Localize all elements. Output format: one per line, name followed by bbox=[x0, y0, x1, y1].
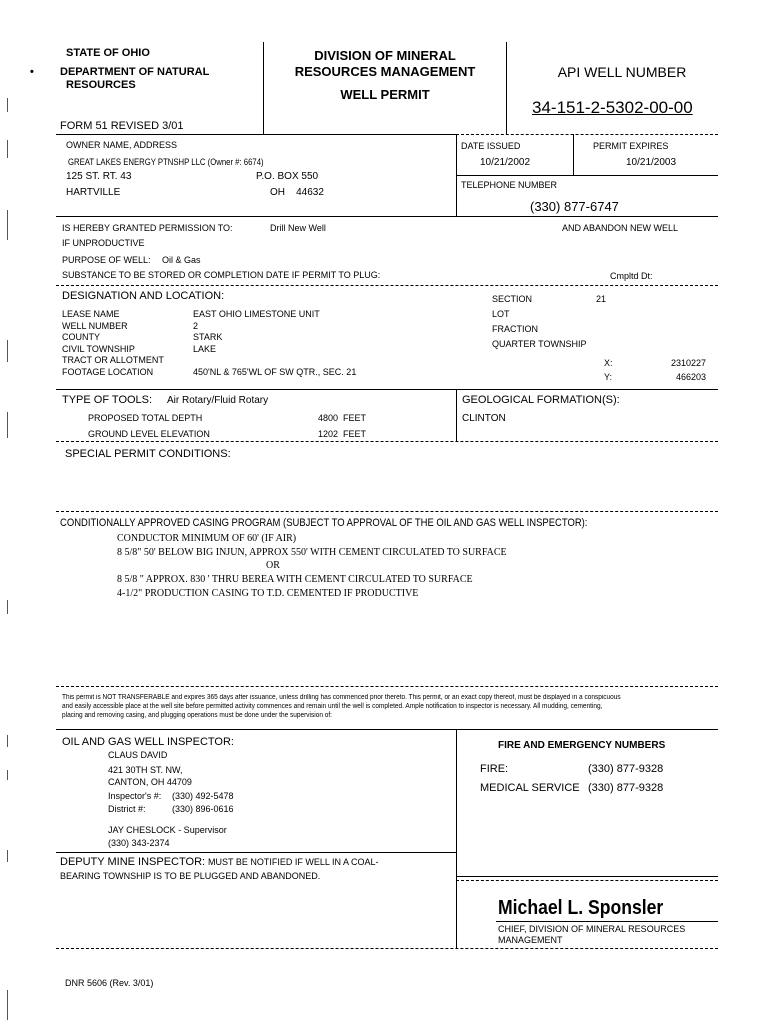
inspector-street: 421 30TH ST. NW, bbox=[108, 765, 183, 775]
scan-mark bbox=[7, 600, 8, 614]
rule bbox=[56, 948, 718, 949]
casing-line: 8 5/8 " APPROX. 830 ' THRU BEREA WITH CEMENT CIRCULATED TO SURFACE bbox=[117, 574, 473, 585]
telephone-number: (330) 877-6747 bbox=[530, 199, 619, 214]
chief-title: CHIEF, DIVISION OF MINERAL RESOURCES bbox=[498, 924, 686, 934]
rule bbox=[56, 134, 456, 135]
section-label: SECTION bbox=[492, 294, 533, 304]
inspector-city: CANTON, OH 44709 bbox=[108, 777, 192, 787]
signature-line bbox=[496, 921, 718, 922]
casing-line: 8 5/8" 50' BELOW BIG INJUN, APPROX 550' WITH CEMENT CIRCULATED TO SURFACE bbox=[117, 547, 507, 558]
elevation-value: 1202 FEET bbox=[318, 429, 367, 439]
unproductive-text: IF UNPRODUCTIVE bbox=[62, 238, 145, 248]
fire-label: FIRE: bbox=[480, 763, 509, 775]
location-value: LAKE bbox=[193, 343, 217, 354]
location-values bbox=[193, 309, 356, 379]
scan-mark bbox=[7, 770, 8, 780]
elevation-label: GROUND LEVEL ELEVATION bbox=[88, 429, 210, 439]
permit-expires-label: PERMIT EXPIRES bbox=[593, 141, 669, 151]
department-name: DEPARTMENT OF NATURAL bbox=[60, 66, 210, 78]
rule bbox=[456, 880, 718, 881]
tools-divider bbox=[456, 389, 457, 441]
scan-mark bbox=[7, 850, 8, 862]
form-number: FORM 51 REVISED 3/01 bbox=[60, 120, 184, 132]
granted-value: Drill New Well bbox=[270, 223, 326, 233]
medical-phone: (330) 877-9328 bbox=[588, 782, 664, 794]
chief-title-2: MANAGEMENT bbox=[498, 935, 563, 945]
rule bbox=[56, 729, 718, 730]
location-value: STARK bbox=[193, 332, 223, 343]
abandon-text: AND ABANDON NEW WELL bbox=[562, 223, 679, 233]
fire-phone: (330) 877-9328 bbox=[588, 763, 664, 775]
inspector-phone-label: Inspector's #: bbox=[108, 791, 162, 801]
purpose-value: Oil & Gas bbox=[162, 255, 201, 265]
medical-label: MEDICAL SERVICE bbox=[480, 782, 580, 794]
notice-line: This permit is NOT TRANSFERABLE and expires 365 days after issuance, unless drilling has commenced prior thereto. This permit, or an exact copy thereof, must be displayed in a conspicuous bbox=[62, 694, 621, 701]
api-number: 34-151-2-5302-00-00 bbox=[532, 98, 693, 117]
mine-inspector-note-2: BEARING TOWNSHIP IS TO BE PLUGGED AND ABANDONED. bbox=[60, 871, 321, 881]
department-name-2: RESOURCES bbox=[66, 79, 136, 91]
form-revision: DNR 5606 (Rev. 3/01) bbox=[65, 978, 154, 988]
rule bbox=[56, 511, 718, 512]
purpose-label: PURPOSE OF WELL: bbox=[62, 255, 151, 265]
geology-label: GEOLOGICAL FORMATION(S): bbox=[462, 394, 620, 406]
scan-mark bbox=[7, 340, 8, 362]
rule bbox=[56, 852, 456, 853]
telephone-label: TELEPHONE NUMBER bbox=[461, 180, 558, 190]
rule bbox=[456, 134, 718, 135]
date-issued-label: DATE ISSUED bbox=[461, 141, 521, 151]
x-value: 2310227 bbox=[670, 358, 706, 368]
location-value bbox=[193, 355, 356, 367]
rule bbox=[56, 216, 718, 217]
casing-title: CONDITIONALLY APPROVED CASING PROGRAM (SUBJECT TO APPROVAL OF THE OIL AND GAS WELL INSPECTOR): bbox=[60, 517, 588, 529]
geology-value: CLINTON bbox=[462, 413, 506, 424]
quarter-township-label: QUARTER TOWNSHIP bbox=[492, 339, 587, 349]
scan-mark bbox=[7, 735, 8, 747]
y-value: 466203 bbox=[675, 372, 706, 382]
rule bbox=[456, 175, 718, 176]
district-label: District #: bbox=[108, 804, 146, 814]
scan-mark bbox=[7, 990, 8, 1020]
bullet-mark: • bbox=[30, 66, 34, 78]
mine-inspector-label: DEPUTY MINE INSPECTOR: bbox=[60, 856, 206, 868]
rule bbox=[56, 389, 718, 390]
location-label: TRACT OR ALLOTMENT bbox=[62, 355, 164, 366]
supervisor-phone: (330) 343-2374 bbox=[108, 838, 170, 848]
owner-name: GREAT LAKES ENERGY PTNSHP LLC (Owner #: 6674) bbox=[68, 157, 264, 167]
owner-label: OWNER NAME, ADDRESS bbox=[66, 140, 178, 150]
inspector-phone: (330) 492-5478 bbox=[172, 791, 234, 801]
emergency-title: FIRE AND EMERGENCY NUMBERS bbox=[498, 740, 666, 751]
location-label: COUNTY bbox=[62, 332, 100, 343]
substance-label: SUBSTANCE TO BE STORED OR COMPLETION DATE IF PERMIT TO PLUG: bbox=[62, 270, 381, 280]
chief-name: Michael L. Sponsler bbox=[498, 897, 664, 919]
fraction-label: FRACTION bbox=[492, 324, 538, 334]
casing-line: OR bbox=[266, 560, 280, 571]
owner-state-zip: OH 44632 bbox=[270, 187, 324, 198]
inspector-label: OIL AND GAS WELL INSPECTOR: bbox=[62, 736, 234, 748]
granted-label: IS HEREBY GRANTED PERMISSION TO: bbox=[62, 223, 233, 233]
casing-line: CONDUCTOR MINIMUM OF 60' (IF AIR) bbox=[117, 533, 297, 544]
location-label: FOOTAGE LOCATION bbox=[62, 366, 154, 377]
lot-label: LOT bbox=[492, 309, 510, 319]
location-label: CIVIL TOWNSHIP bbox=[62, 343, 135, 354]
division-title-2: RESOURCES MANAGEMENT bbox=[294, 64, 476, 79]
inspector-divider bbox=[456, 729, 457, 948]
api-label: API WELL NUMBER bbox=[557, 64, 687, 80]
location-labels bbox=[62, 309, 164, 379]
tools-label: TYPE OF TOOLS: bbox=[62, 394, 153, 406]
location-value: 2 bbox=[193, 320, 199, 331]
y-label: Y: bbox=[604, 372, 613, 382]
notice-line: placing and removing casing, and plugging operations must be done under the supervision of: bbox=[62, 712, 332, 719]
header-divider bbox=[506, 42, 507, 134]
special-conditions-label: SPECIAL PERMIT CONDITIONS: bbox=[65, 448, 231, 460]
completion-date-label: Cmpltd Dt: bbox=[610, 271, 653, 281]
section-value: 21 bbox=[596, 294, 607, 304]
permit-notice bbox=[62, 693, 621, 720]
inspector-name: CLAUS DAVID bbox=[108, 750, 168, 760]
location-title: DESIGNATION AND LOCATION: bbox=[62, 290, 225, 302]
tools-value: Air Rotary/Fluid Rotary bbox=[167, 395, 269, 406]
district-phone: (330) 896-0616 bbox=[172, 804, 234, 814]
location-label: LEASE NAME bbox=[62, 309, 120, 319]
x-label: X: bbox=[604, 358, 613, 368]
dates-divider bbox=[573, 134, 574, 176]
scan-mark bbox=[7, 412, 8, 438]
depth-value: 4800 FEET bbox=[318, 413, 367, 423]
supervisor-name: JAY CHESLOCK - Supervisor bbox=[108, 825, 227, 835]
mine-inspector-note: MUST BE NOTIFIED IF WELL IN A COAL- bbox=[208, 857, 379, 867]
permit-expires: 10/21/2003 bbox=[626, 157, 677, 168]
depth-label: PROPOSED TOTAL DEPTH bbox=[88, 413, 203, 423]
scan-mark bbox=[7, 98, 8, 112]
rule bbox=[56, 441, 718, 442]
casing-line: 4-1/2" PRODUCTION CASING TO T.D. CEMENTED IF PRODUCTIVE bbox=[117, 588, 419, 599]
rule bbox=[56, 285, 718, 286]
location-value: EAST OHIO LIMESTONE UNIT bbox=[193, 309, 320, 319]
state-name: STATE OF OHIO bbox=[66, 47, 150, 59]
date-issued: 10/21/2002 bbox=[480, 157, 531, 168]
scan-mark bbox=[7, 140, 8, 158]
division-title: DIVISION OF MINERAL bbox=[314, 48, 456, 63]
owner-street: 125 ST. RT. 43 bbox=[66, 171, 132, 182]
rule bbox=[56, 686, 718, 687]
notice-line: and easily accessible place at the well site before permitted activity commences and remain until the well is completed. Ample notification to inspector is necessary. All mudding, cementing, bbox=[62, 703, 603, 710]
rule bbox=[456, 876, 718, 877]
document-title: WELL PERMIT bbox=[340, 87, 430, 102]
location-label: WELL NUMBER bbox=[62, 320, 128, 331]
location-value: 450'NL & 765'WL OF SW QTR., SEC. 21 bbox=[193, 366, 357, 377]
owner-city: HARTVILLE bbox=[66, 187, 121, 198]
owner-po-box: P.O. BOX 550 bbox=[256, 171, 319, 182]
scan-mark bbox=[7, 210, 8, 240]
